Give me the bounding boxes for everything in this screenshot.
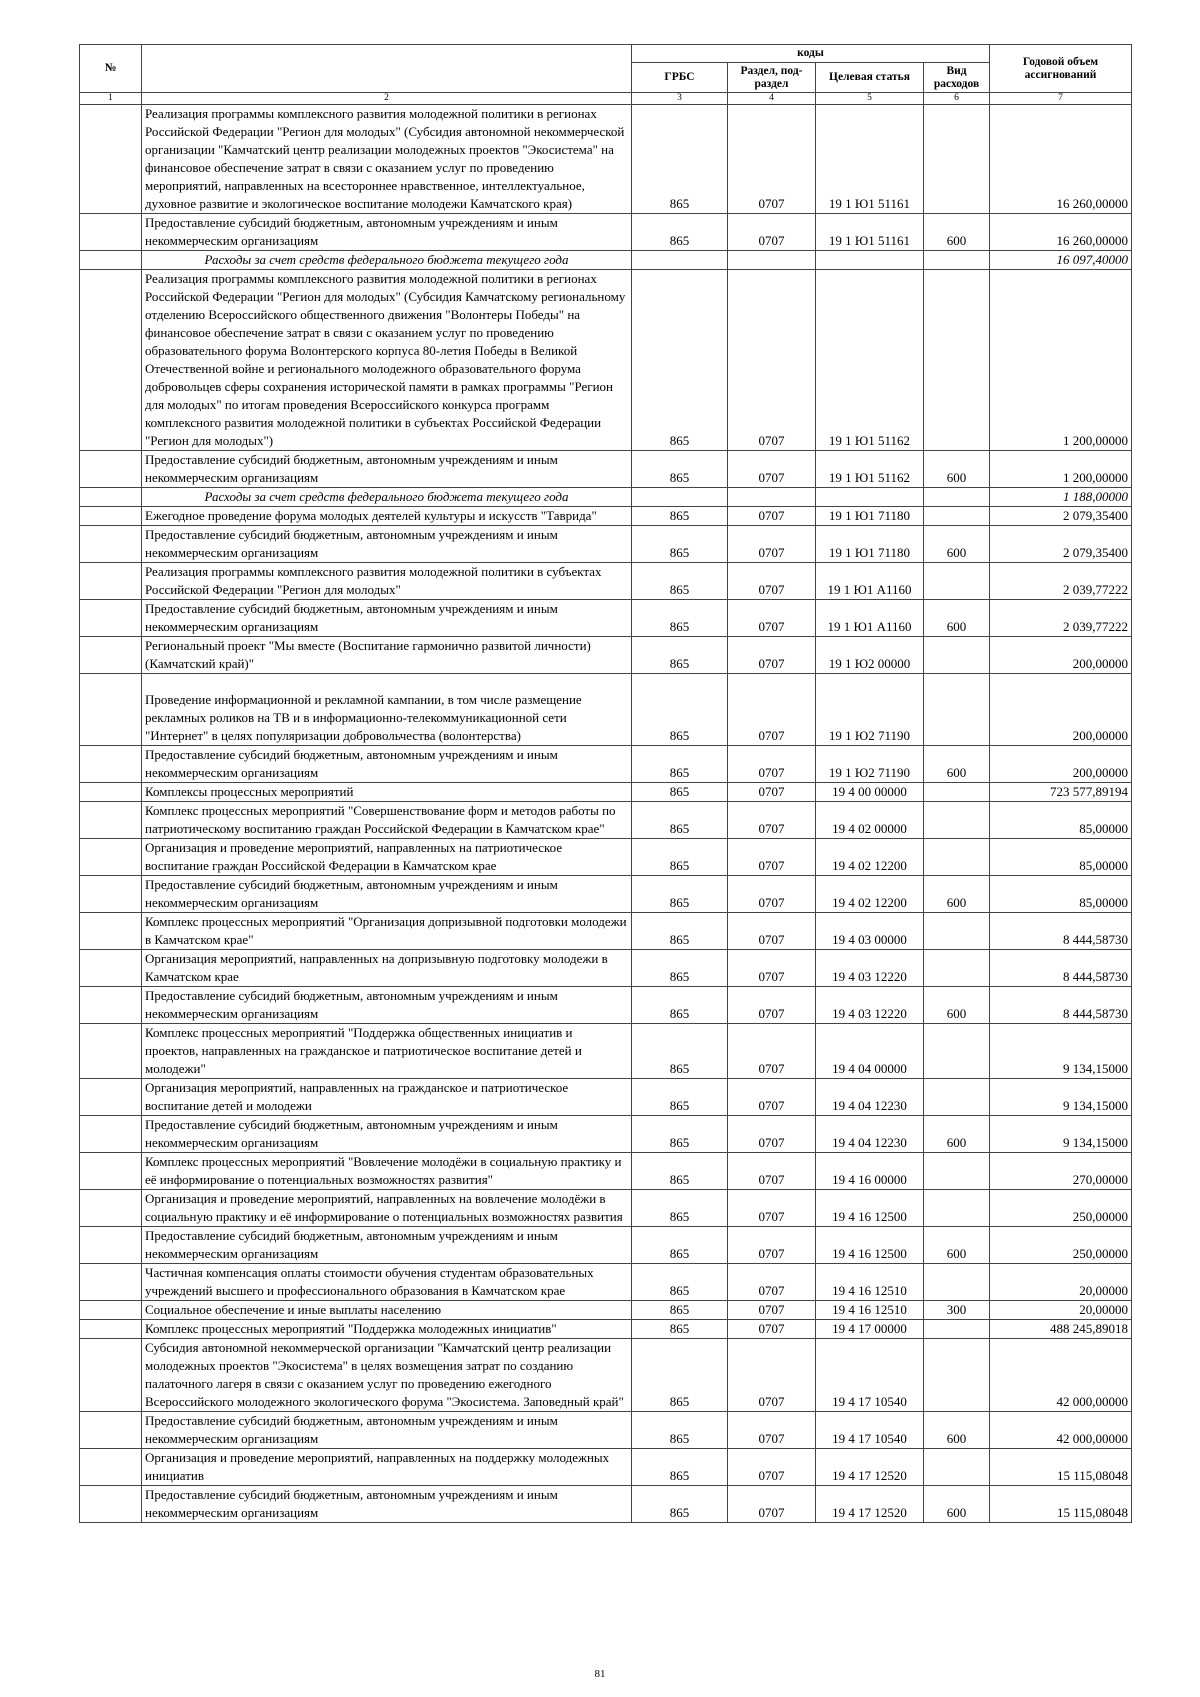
expense-type-cell bbox=[924, 913, 990, 950]
expense-type-cell bbox=[924, 270, 990, 451]
row-number-cell bbox=[80, 563, 142, 600]
row-name-cell: Частичная компенсация оплаты стоимости обучения студентам образовательных учреждений высшего и профессионального образования в Камчатском крае bbox=[142, 1264, 632, 1301]
row-name-cell: Реализация программы комплексного развития молодежной политики в субъектах Российской Федерации "Регион для молодых" bbox=[142, 563, 632, 600]
column-number: 5 bbox=[816, 93, 924, 105]
grbs-cell: 865 bbox=[632, 746, 728, 783]
table-row bbox=[80, 1227, 1132, 1264]
target-cell: 19 4 17 12520 bbox=[816, 1486, 924, 1523]
table-row bbox=[80, 1116, 1132, 1153]
grbs-cell: 865 bbox=[632, 1079, 728, 1116]
annual-column-header: Годовой объем ассигнований bbox=[990, 45, 1132, 93]
column-number: 4 bbox=[728, 93, 816, 105]
section-cell: 0707 bbox=[728, 270, 816, 451]
target-cell: 19 4 03 12220 bbox=[816, 987, 924, 1024]
amount-cell: 723 577,89194 bbox=[990, 783, 1132, 802]
row-number-cell bbox=[80, 802, 142, 839]
table-row bbox=[80, 105, 1132, 214]
row-number-cell bbox=[80, 1449, 142, 1486]
amount-cell: 85,00000 bbox=[990, 876, 1132, 913]
expense-type-cell: 300 bbox=[924, 1301, 990, 1320]
row-number-cell bbox=[80, 451, 142, 488]
expense-type-cell: 600 bbox=[924, 987, 990, 1024]
row-number-cell bbox=[80, 674, 142, 746]
grbs-cell: 865 bbox=[632, 802, 728, 839]
row-name-cell: Социальное обеспечение и иные выплаты населению bbox=[142, 1301, 632, 1320]
number-column-header: № bbox=[80, 45, 142, 93]
target-cell bbox=[816, 488, 924, 507]
target-cell: 19 4 04 12230 bbox=[816, 1116, 924, 1153]
table-row bbox=[80, 600, 1132, 637]
amount-cell: 8 444,58730 bbox=[990, 913, 1132, 950]
amount-cell: 15 115,08048 bbox=[990, 1486, 1132, 1523]
section-cell: 0707 bbox=[728, 783, 816, 802]
row-name-cell: Предоставление субсидий бюджетным, автономным учреждениям и иным некоммерческим организациям bbox=[142, 1227, 632, 1264]
row-name-cell: Комплекс процессных мероприятий "Совершенствование форм и методов работы по патриотическому воспитанию граждан Российской Федерации в Камчатском крае" bbox=[142, 802, 632, 839]
table-row bbox=[80, 1301, 1132, 1320]
row-number-cell bbox=[80, 105, 142, 214]
amount-cell: 1 200,00000 bbox=[990, 270, 1132, 451]
amount-cell: 20,00000 bbox=[990, 1301, 1132, 1320]
amount-cell: 15 115,08048 bbox=[990, 1449, 1132, 1486]
section-cell: 0707 bbox=[728, 1449, 816, 1486]
expense-type-cell bbox=[924, 507, 990, 526]
row-name-cell: Проведение информационной и рекламной кампании, в том числе размещение рекламных роликов на ТВ и в информационно-телекоммуникационной сети "Интернет" в целях популяризации добровольчества (волонтерства) bbox=[142, 674, 632, 746]
grbs-cell bbox=[632, 251, 728, 270]
grbs-cell: 865 bbox=[632, 1301, 728, 1320]
table-row bbox=[80, 1412, 1132, 1449]
column-number: 7 bbox=[990, 93, 1132, 105]
row-name-cell: Расходы за счет средств федерального бюджета текущего года bbox=[142, 488, 632, 507]
grbs-cell: 865 bbox=[632, 876, 728, 913]
row-name-cell: Реализация программы комплексного развития молодежной политики в регионах Российской Федерации "Регион для молодых" (Субсидия Камчатскому региональному отделению Всероссийского общественного движения "Волонтеры Победы" на финансовое обеспечение затрат в связи с оказанием услуг по проведению образовательного форума Волонтерского корпуса 80-летия Победы в Великой Отечественной войне и регионального молодежного образовательного форума добровольцев сферы сохранения исторической памяти в рамках программы "Регион для молодых" по итогам проведения Всероссийского конкурса программ комплексного развития молодежной политики в субъектах Российской Федерации "Регион для молодых") bbox=[142, 270, 632, 451]
expense-type-cell bbox=[924, 1449, 990, 1486]
row-number-cell bbox=[80, 950, 142, 987]
row-number-cell bbox=[80, 746, 142, 783]
row-name-cell: Предоставление субсидий бюджетным, автономным учреждениям и иным некоммерческим организациям bbox=[142, 876, 632, 913]
target-cell: 19 4 17 10540 bbox=[816, 1339, 924, 1412]
target-cell: 19 1 Ю2 71190 bbox=[816, 674, 924, 746]
row-number-cell bbox=[80, 987, 142, 1024]
target-cell: 19 1 Ю1 А1160 bbox=[816, 563, 924, 600]
row-number-cell bbox=[80, 1412, 142, 1449]
section-column-header: Раздел, под-раздел bbox=[728, 63, 816, 93]
grbs-cell: 865 bbox=[632, 1339, 728, 1412]
table-row bbox=[80, 950, 1132, 987]
row-number-cell bbox=[80, 507, 142, 526]
row-name-cell: Предоставление субсидий бюджетным, автономным учреждениям и иным некоммерческим организациям bbox=[142, 1116, 632, 1153]
section-cell: 0707 bbox=[728, 1116, 816, 1153]
table-row bbox=[80, 1153, 1132, 1190]
row-name-cell: Реализация программы комплексного развития молодежной политики в регионах Российской Федерации "Регион для молодых" (Субсидия автономной некоммерческой организации "Камчатский центр реализации молодежных проектов "Экосистема" на финансовое обеспечение затрат в связи с оказанием услуг по проведению мероприятий, направленных на всестороннее нравственное, интеллектуальное, духовное развитие и экологическое воспитание молодежи Камчатского края) bbox=[142, 105, 632, 214]
table-row bbox=[80, 674, 1132, 746]
target-cell: 19 1 Ю1 71180 bbox=[816, 526, 924, 563]
target-cell: 19 4 17 12520 bbox=[816, 1449, 924, 1486]
table-row bbox=[80, 746, 1132, 783]
column-number: 6 bbox=[924, 93, 990, 105]
row-number-cell bbox=[80, 1301, 142, 1320]
section-cell: 0707 bbox=[728, 746, 816, 783]
expense-type-cell bbox=[924, 674, 990, 746]
grbs-cell bbox=[632, 488, 728, 507]
amount-cell: 200,00000 bbox=[990, 746, 1132, 783]
row-number-cell bbox=[80, 1264, 142, 1301]
amount-cell: 1 188,00000 bbox=[990, 488, 1132, 507]
target-cell: 19 4 17 00000 bbox=[816, 1320, 924, 1339]
grbs-cell: 865 bbox=[632, 1320, 728, 1339]
expense-type-cell bbox=[924, 1264, 990, 1301]
section-cell: 0707 bbox=[728, 1486, 816, 1523]
amount-cell: 270,00000 bbox=[990, 1153, 1132, 1190]
section-cell: 0707 bbox=[728, 876, 816, 913]
section-cell: 0707 bbox=[728, 451, 816, 488]
expense-type-cell bbox=[924, 1190, 990, 1227]
expense-type-cell bbox=[924, 251, 990, 270]
target-cell: 19 4 17 10540 bbox=[816, 1412, 924, 1449]
row-number-cell bbox=[80, 1227, 142, 1264]
section-cell: 0707 bbox=[728, 913, 816, 950]
row-number-cell bbox=[80, 488, 142, 507]
federal-budget-row bbox=[80, 251, 1132, 270]
expense-type-cell: 600 bbox=[924, 746, 990, 783]
grbs-cell: 865 bbox=[632, 563, 728, 600]
amount-cell: 200,00000 bbox=[990, 674, 1132, 746]
amount-cell: 42 000,00000 bbox=[990, 1412, 1132, 1449]
grbs-cell: 865 bbox=[632, 507, 728, 526]
row-name-cell: Организация мероприятий, направленных на гражданское и патриотическое воспитание детей и молодежи bbox=[142, 1079, 632, 1116]
row-name-cell: Комплекс процессных мероприятий "Поддержка общественных инициатив и проектов, направленных на гражданское и патриотическое воспитание детей и молодежи" bbox=[142, 1024, 632, 1079]
section-cell: 0707 bbox=[728, 1301, 816, 1320]
grbs-cell: 865 bbox=[632, 1264, 728, 1301]
target-cell: 19 4 03 12220 bbox=[816, 950, 924, 987]
table-row bbox=[80, 1320, 1132, 1339]
row-name-cell: Предоставление субсидий бюджетным, автономным учреждениям и иным некоммерческим организациям bbox=[142, 214, 632, 251]
row-number-cell bbox=[80, 1153, 142, 1190]
row-name-cell: Организация мероприятий, направленных на допризывную подготовку молодежи в Камчатском крае bbox=[142, 950, 632, 987]
target-cell: 19 1 Ю1 71180 bbox=[816, 507, 924, 526]
target-cell: 19 4 02 12200 bbox=[816, 839, 924, 876]
amount-cell: 42 000,00000 bbox=[990, 1339, 1132, 1412]
row-number-cell bbox=[80, 637, 142, 674]
grbs-cell: 865 bbox=[632, 674, 728, 746]
section-cell: 0707 bbox=[728, 1339, 816, 1412]
section-cell: 0707 bbox=[728, 1024, 816, 1079]
grbs-cell: 865 bbox=[632, 1227, 728, 1264]
grbs-cell: 865 bbox=[632, 1486, 728, 1523]
amount-cell: 2 079,35400 bbox=[990, 507, 1132, 526]
row-name-cell: Комплекс процессных мероприятий "Организация допризывной подготовки молодежи в Камчатском крае" bbox=[142, 913, 632, 950]
section-cell: 0707 bbox=[728, 987, 816, 1024]
column-number: 3 bbox=[632, 93, 728, 105]
table-row bbox=[80, 526, 1132, 563]
target-cell: 19 1 Ю1 51162 bbox=[816, 451, 924, 488]
table-row bbox=[80, 637, 1132, 674]
target-cell: 19 4 16 00000 bbox=[816, 1153, 924, 1190]
row-number-cell bbox=[80, 1190, 142, 1227]
amount-cell: 2 039,77222 bbox=[990, 600, 1132, 637]
grbs-cell: 865 bbox=[632, 214, 728, 251]
section-cell: 0707 bbox=[728, 950, 816, 987]
section-cell: 0707 bbox=[728, 600, 816, 637]
amount-cell: 16 260,00000 bbox=[990, 105, 1132, 214]
row-name-cell: Субсидия автономной некоммерческой организации "Камчатский центр реализации молодежных проектов "Экосистема" в целях возмещения затрат по созданию палаточного лагеря в связи с оказанием услуг по проведению ежегодного Всероссийского молодежного экологического форума "Экосистема. Заповедный край" bbox=[142, 1339, 632, 1412]
section-cell: 0707 bbox=[728, 1320, 816, 1339]
table-row bbox=[80, 1339, 1132, 1412]
row-name-cell: Предоставление субсидий бюджетным, автономным учреждениям и иным некоммерческим организациям bbox=[142, 746, 632, 783]
row-number-cell bbox=[80, 251, 142, 270]
section-cell: 0707 bbox=[728, 1227, 816, 1264]
column-number: 1 bbox=[80, 93, 142, 105]
grbs-cell: 865 bbox=[632, 839, 728, 876]
page-number: 81 bbox=[594, 1668, 606, 1680]
section-cell: 0707 bbox=[728, 526, 816, 563]
row-number-cell bbox=[80, 600, 142, 637]
amount-cell: 85,00000 bbox=[990, 839, 1132, 876]
section-cell: 0707 bbox=[728, 1264, 816, 1301]
expense-type-cell bbox=[924, 563, 990, 600]
row-number-cell bbox=[80, 214, 142, 251]
target-cell: 19 1 Ю1 А1160 bbox=[816, 600, 924, 637]
target-cell: 19 4 02 12200 bbox=[816, 876, 924, 913]
target-cell: 19 4 16 12510 bbox=[816, 1301, 924, 1320]
table-row bbox=[80, 1079, 1132, 1116]
section-cell: 0707 bbox=[728, 105, 816, 214]
amount-cell: 8 444,58730 bbox=[990, 950, 1132, 987]
expense-type-cell bbox=[924, 1320, 990, 1339]
row-number-cell bbox=[80, 526, 142, 563]
grbs-cell: 865 bbox=[632, 451, 728, 488]
target-cell: 19 4 03 00000 bbox=[816, 913, 924, 950]
amount-cell: 250,00000 bbox=[990, 1190, 1132, 1227]
grbs-cell: 865 bbox=[632, 637, 728, 674]
row-number-cell bbox=[80, 1024, 142, 1079]
amount-cell: 9 134,15000 bbox=[990, 1116, 1132, 1153]
expense-type-cell bbox=[924, 1339, 990, 1412]
target-cell: 19 4 04 00000 bbox=[816, 1024, 924, 1079]
row-name-cell: Предоставление субсидий бюджетным, автономным учреждениям и иным некоммерческим организациям bbox=[142, 600, 632, 637]
target-cell: 19 1 Ю2 00000 bbox=[816, 637, 924, 674]
row-number-cell bbox=[80, 876, 142, 913]
target-column-header: Целевая статья bbox=[816, 63, 924, 93]
row-number-cell bbox=[80, 839, 142, 876]
grbs-cell: 865 bbox=[632, 105, 728, 214]
grbs-cell: 865 bbox=[632, 526, 728, 563]
section-cell: 0707 bbox=[728, 839, 816, 876]
section-cell: 0707 bbox=[728, 674, 816, 746]
grbs-cell: 865 bbox=[632, 1024, 728, 1079]
name-column-header bbox=[142, 45, 632, 93]
target-cell: 19 4 16 12510 bbox=[816, 1264, 924, 1301]
row-name-cell: Предоставление субсидий бюджетным, автономным учреждениям и иным некоммерческим организациям bbox=[142, 1412, 632, 1449]
grbs-cell: 865 bbox=[632, 1412, 728, 1449]
table-row bbox=[80, 1024, 1132, 1079]
target-cell: 19 4 02 00000 bbox=[816, 802, 924, 839]
target-cell: 19 1 Ю1 51162 bbox=[816, 270, 924, 451]
expense-type-cell: 600 bbox=[924, 1227, 990, 1264]
row-number-cell bbox=[80, 1116, 142, 1153]
table-row bbox=[80, 1190, 1132, 1227]
budget-table bbox=[79, 44, 1132, 1523]
grbs-cell: 865 bbox=[632, 950, 728, 987]
expense-type-cell: 600 bbox=[924, 600, 990, 637]
expense-type-cell bbox=[924, 105, 990, 214]
row-name-cell: Ежегодное проведение форума молодых деятелей культуры и искусств "Таврида" bbox=[142, 507, 632, 526]
row-number-cell bbox=[80, 1339, 142, 1412]
row-name-cell: Предоставление субсидий бюджетным, автономным учреждениям и иным некоммерческим организациям bbox=[142, 526, 632, 563]
table-row bbox=[80, 913, 1132, 950]
table-row bbox=[80, 987, 1132, 1024]
codes-group-header: коды bbox=[632, 45, 990, 63]
row-name-cell: Комплексы процессных мероприятий bbox=[142, 783, 632, 802]
amount-cell: 85,00000 bbox=[990, 802, 1132, 839]
expense-type-cell: 600 bbox=[924, 876, 990, 913]
amount-cell: 200,00000 bbox=[990, 637, 1132, 674]
expense-type-cell: 600 bbox=[924, 526, 990, 563]
target-cell bbox=[816, 251, 924, 270]
expense-type-cell: 600 bbox=[924, 1412, 990, 1449]
table-row bbox=[80, 839, 1132, 876]
section-cell: 0707 bbox=[728, 1412, 816, 1449]
grbs-cell: 865 bbox=[632, 783, 728, 802]
expense-type-cell: 600 bbox=[924, 1116, 990, 1153]
table-row bbox=[80, 563, 1132, 600]
section-cell: 0707 bbox=[728, 637, 816, 674]
grbs-cell: 865 bbox=[632, 987, 728, 1024]
grbs-column-header: ГРБС bbox=[632, 63, 728, 93]
row-number-cell bbox=[80, 1486, 142, 1523]
amount-cell: 16 260,00000 bbox=[990, 214, 1132, 251]
amount-cell: 2 039,77222 bbox=[990, 563, 1132, 600]
section-cell: 0707 bbox=[728, 507, 816, 526]
row-name-cell: Расходы за счет средств федерального бюджета текущего года bbox=[142, 251, 632, 270]
row-name-cell: Организация и проведение мероприятий, направленных на вовлечение молодёжи в социальную практику и её информирование о потенциальных возможностях развития bbox=[142, 1190, 632, 1227]
column-number: 2 bbox=[142, 93, 632, 105]
row-name-cell: Предоставление субсидий бюджетным, автономным учреждениям и иным некоммерческим организациям bbox=[142, 987, 632, 1024]
section-cell: 0707 bbox=[728, 1079, 816, 1116]
federal-budget-row bbox=[80, 488, 1132, 507]
row-name-cell: Комплекс процессных мероприятий "Поддержка молодежных инициатив" bbox=[142, 1320, 632, 1339]
row-name-cell: Предоставление субсидий бюджетным, автономным учреждениям и иным некоммерческим организациям bbox=[142, 451, 632, 488]
section-cell: 0707 bbox=[728, 214, 816, 251]
expense-type-cell bbox=[924, 1079, 990, 1116]
expense-type-cell bbox=[924, 802, 990, 839]
table-row bbox=[80, 270, 1132, 451]
row-number-cell bbox=[80, 1320, 142, 1339]
target-cell: 19 1 Ю2 71190 bbox=[816, 746, 924, 783]
expense-type-cell: 600 bbox=[924, 1486, 990, 1523]
amount-cell: 8 444,58730 bbox=[990, 987, 1132, 1024]
table-row bbox=[80, 1486, 1132, 1523]
expense-type-cell: 600 bbox=[924, 451, 990, 488]
amount-cell: 2 079,35400 bbox=[990, 526, 1132, 563]
row-name-cell: Организация и проведение мероприятий, направленных на патриотическое воспитание граждан Российской Федерации в Камчатском крае bbox=[142, 839, 632, 876]
expense-type-cell bbox=[924, 950, 990, 987]
section-cell: 0707 bbox=[728, 563, 816, 600]
grbs-cell: 865 bbox=[632, 1190, 728, 1227]
grbs-cell: 865 bbox=[632, 1116, 728, 1153]
table-row bbox=[80, 876, 1132, 913]
amount-cell: 1 200,00000 bbox=[990, 451, 1132, 488]
grbs-cell: 865 bbox=[632, 913, 728, 950]
target-cell: 19 4 04 12230 bbox=[816, 1079, 924, 1116]
target-cell: 19 1 Ю1 51161 bbox=[816, 214, 924, 251]
section-cell: 0707 bbox=[728, 1190, 816, 1227]
row-number-cell bbox=[80, 1079, 142, 1116]
expense-type-cell bbox=[924, 1153, 990, 1190]
table-row bbox=[80, 802, 1132, 839]
target-cell: 19 1 Ю1 51161 bbox=[816, 105, 924, 214]
expense-type-cell: 600 bbox=[924, 214, 990, 251]
amount-cell: 9 134,15000 bbox=[990, 1024, 1132, 1079]
section-cell: 0707 bbox=[728, 1153, 816, 1190]
table-row bbox=[80, 1264, 1132, 1301]
amount-cell: 250,00000 bbox=[990, 1227, 1132, 1264]
grbs-cell: 865 bbox=[632, 1449, 728, 1486]
expense-type-column-header: Вид расходов bbox=[924, 63, 990, 93]
table-body bbox=[80, 105, 1132, 1523]
row-name-cell: Комплекс процессных мероприятий "Вовлечение молодёжи в социальную практику и её информирование о потенциальных возможностях развития" bbox=[142, 1153, 632, 1190]
row-name-cell: Региональный проект "Мы вместе (Воспитание гармонично развитой личности) (Камчатский край)" bbox=[142, 637, 632, 674]
amount-cell: 9 134,15000 bbox=[990, 1079, 1132, 1116]
target-cell: 19 4 16 12500 bbox=[816, 1190, 924, 1227]
row-name-cell: Организация и проведение мероприятий, направленных на поддержку молодежных инициатив bbox=[142, 1449, 632, 1486]
row-number-cell bbox=[80, 783, 142, 802]
table-row bbox=[80, 507, 1132, 526]
expense-type-cell bbox=[924, 488, 990, 507]
amount-cell: 488 245,89018 bbox=[990, 1320, 1132, 1339]
section-cell: 0707 bbox=[728, 802, 816, 839]
grbs-cell: 865 bbox=[632, 270, 728, 451]
target-cell: 19 4 16 12500 bbox=[816, 1227, 924, 1264]
expense-type-cell bbox=[924, 637, 990, 674]
row-number-cell bbox=[80, 913, 142, 950]
expense-type-cell bbox=[924, 783, 990, 802]
grbs-cell: 865 bbox=[632, 600, 728, 637]
expense-type-cell bbox=[924, 839, 990, 876]
row-name-cell: Предоставление субсидий бюджетным, автономным учреждениям и иным некоммерческим организациям bbox=[142, 1486, 632, 1523]
table-row bbox=[80, 783, 1132, 802]
amount-cell: 20,00000 bbox=[990, 1264, 1132, 1301]
table-row bbox=[80, 451, 1132, 488]
grbs-cell: 865 bbox=[632, 1153, 728, 1190]
row-number-cell bbox=[80, 270, 142, 451]
table-row bbox=[80, 214, 1132, 251]
table-header bbox=[80, 45, 1132, 105]
section-cell bbox=[728, 488, 816, 507]
section-cell bbox=[728, 251, 816, 270]
target-cell: 19 4 00 00000 bbox=[816, 783, 924, 802]
expense-type-cell bbox=[924, 1024, 990, 1079]
table-row bbox=[80, 1449, 1132, 1486]
amount-cell: 16 097,40000 bbox=[990, 251, 1132, 270]
